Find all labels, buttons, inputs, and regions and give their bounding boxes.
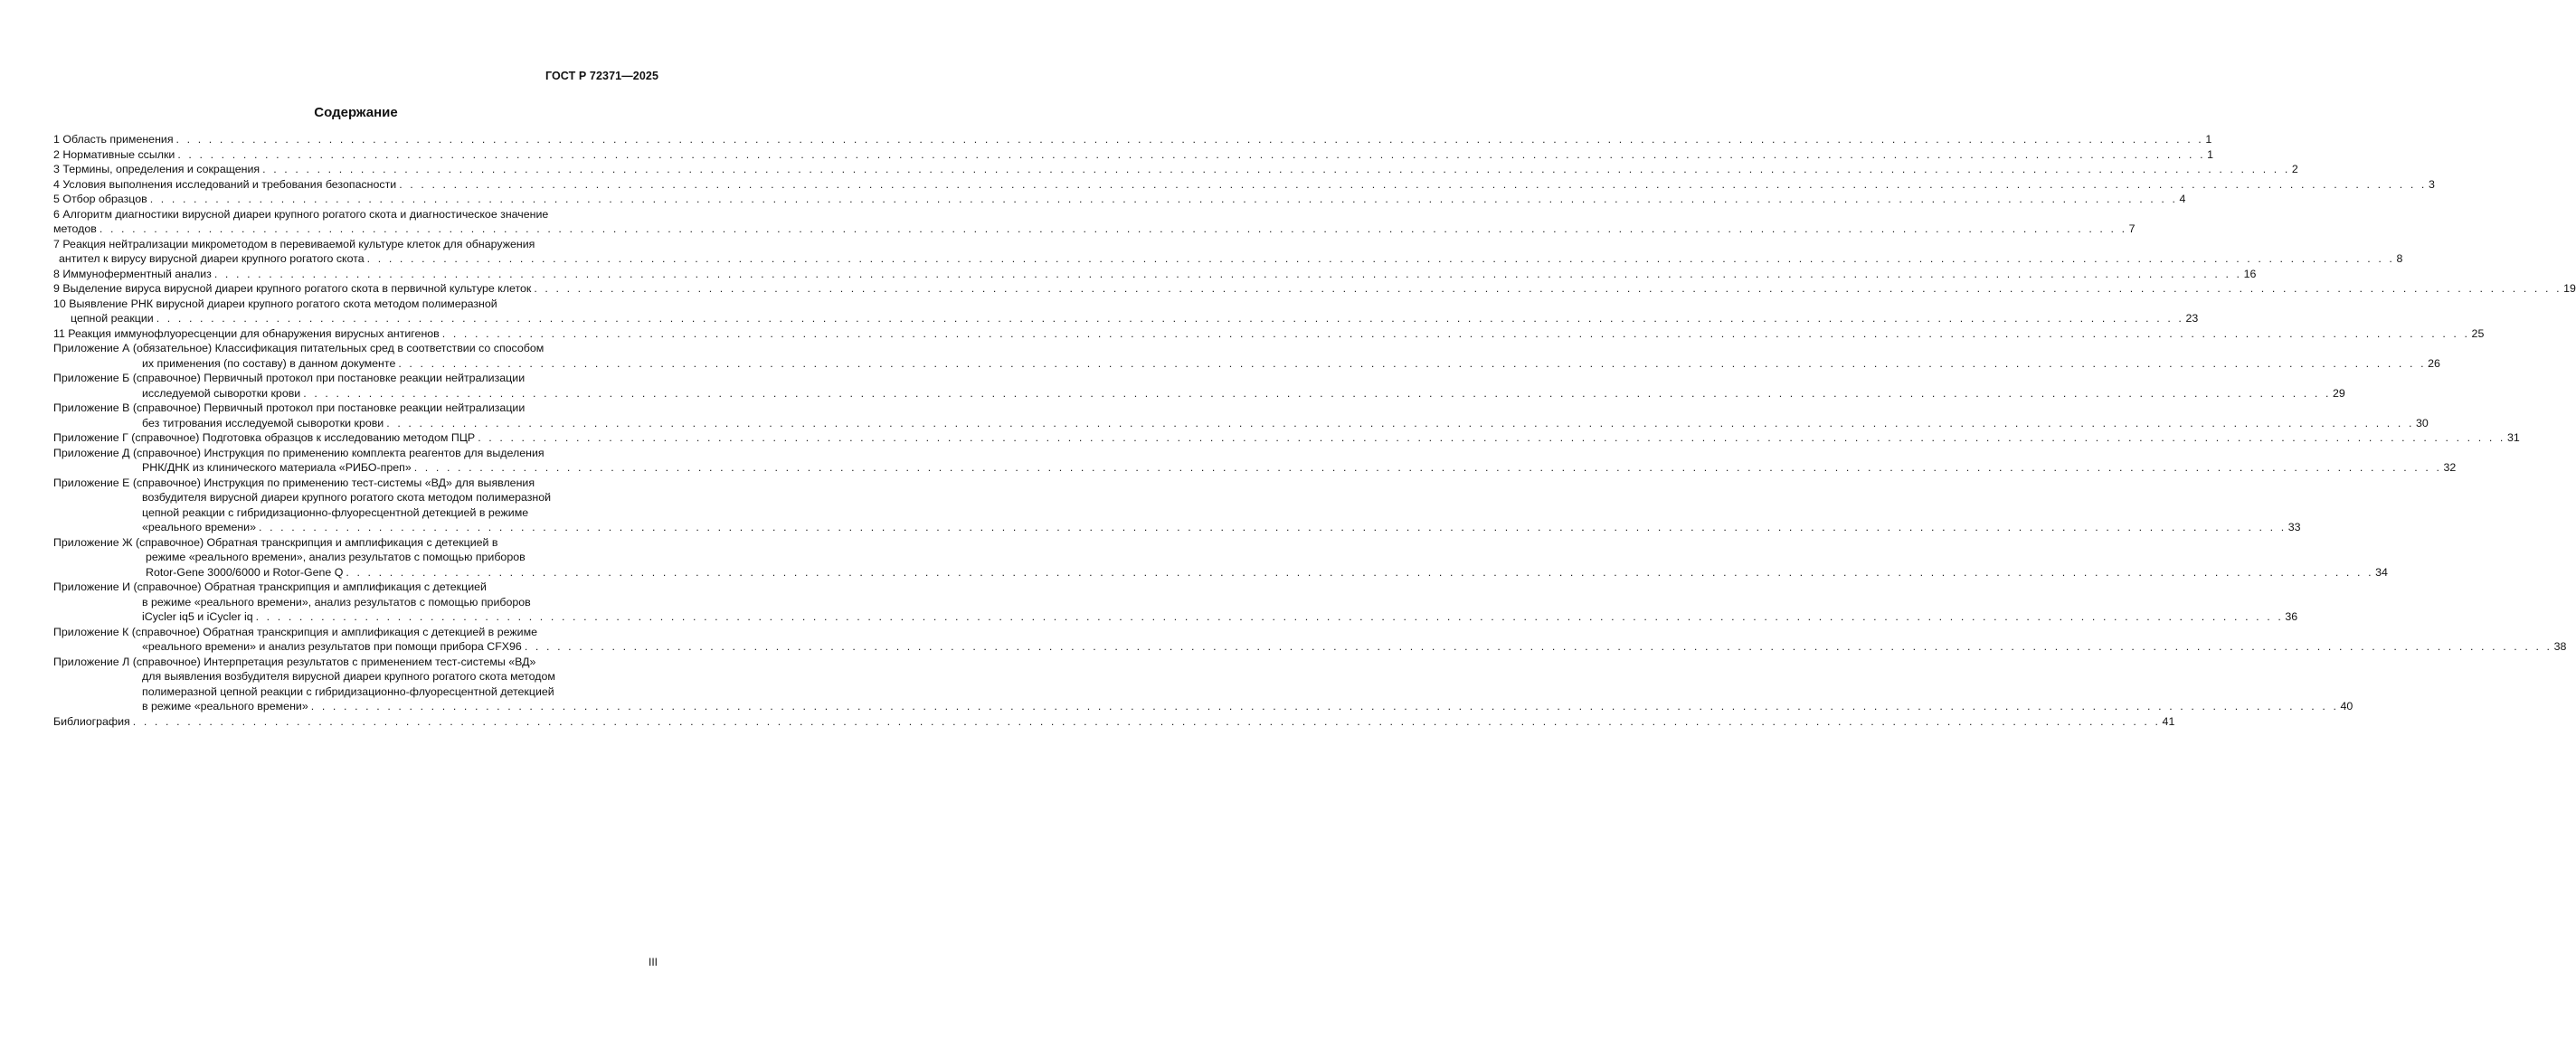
toc-entry[interactable]: [53, 162, 2298, 177]
toc-leader-dots: [534, 281, 2562, 297]
toc-page-number: 7: [2128, 222, 2136, 235]
toc-entry-text: Приложение И (справочное) Обратная транскрипция и амплификация с детекцией: [53, 580, 487, 593]
toc-entry[interactable]: [53, 401, 2429, 430]
toc-entry-line: [53, 356, 2440, 372]
toc-page-number: 25: [2471, 326, 2485, 340]
toc-entry[interactable]: [53, 297, 2199, 326]
toc-page-number: 40: [2340, 700, 2353, 713]
toc-entry-line: [53, 446, 658, 461]
toc-entry-line: [53, 281, 2576, 297]
toc-page-number: 26: [2428, 356, 2440, 370]
toc-entry-line: [53, 460, 2457, 476]
toc-entry-text: 1 Область применения: [53, 133, 174, 146]
toc-entry-text: их применения (по составу) в данном документе: [142, 356, 396, 370]
toc-entry-line: [53, 416, 2429, 431]
toc-entry-text: 2 Нормативные ссылки: [53, 147, 175, 161]
toc-page-number: 3: [2428, 177, 2435, 191]
toc-leader-dots: [156, 311, 2184, 326]
toc-leader-dots: [262, 162, 2290, 177]
toc-entry-text: «реального времени» и анализ результатов при помощи прибора CFX96: [142, 640, 522, 653]
toc-leader-dots: [259, 520, 2287, 535]
toc-entry-line: [53, 714, 2175, 730]
toc-entry-text: возбудителя вирусной диареи крупного рогатого скота методом полимеразной: [142, 491, 552, 504]
toc-entry-line: [53, 267, 2257, 282]
toc-leader-dots: [99, 222, 2127, 237]
toc-page-number: 23: [2185, 312, 2199, 325]
toc-entry[interactable]: [53, 326, 2485, 342]
standard-designation: ГОСТ Р 72371—2025: [545, 70, 658, 82]
toc-entry-text: Приложение А (обязательное) Классификация питательных сред в соответствии со способом: [53, 342, 545, 354]
toc-entry-line: [53, 476, 658, 491]
toc-page-number: 34: [2375, 565, 2388, 579]
toc-page-number: 33: [2287, 521, 2301, 533]
toc-entry-line: [53, 132, 2212, 147]
toc-entry[interactable]: [53, 207, 2136, 237]
toc-entry-text: 10 Выявление РНК вирусной диареи крупного рогатого скота методом полимеразной: [53, 297, 497, 310]
toc-entry-line: [53, 401, 658, 416]
toc-leader-dots: [525, 639, 2552, 655]
toc-page-number: 29: [2333, 386, 2345, 400]
toc-entry-text: Приложение Е (справочное) Инструкция по применению тест-системы «ВД» для выявления: [53, 476, 535, 489]
toc-entry-line: [53, 505, 658, 521]
toc-page-number: 19: [2563, 282, 2576, 295]
toc-entry-text: антител к вирусу вирусной диареи крупного рогатого скота: [59, 252, 365, 265]
toc-entry-text: Приложение К (справочное) Обратная транскрипция и амплификация с детекцией в режиме: [53, 625, 537, 638]
toc-entry-text: 4 Условия выполнения исследований и требования безопасности: [53, 177, 397, 191]
toc-entry-line: [53, 625, 658, 640]
toc-entry-line: [53, 609, 2298, 625]
toc-page-number: 32: [2443, 461, 2457, 474]
toc-entry-line: [53, 520, 2301, 535]
toc-entry-line: [53, 251, 2403, 267]
toc-entry[interactable]: [53, 714, 2175, 730]
toc-leader-dots: [414, 460, 2442, 476]
toc-entry[interactable]: [53, 580, 2298, 625]
toc-entry[interactable]: [53, 281, 2576, 297]
toc-entry-text: «реального времени»: [142, 521, 256, 533]
toc-entry-text: 7 Реакция нейтрализации микрометодом в перевиваемой культуре клеток для обнаружения: [53, 237, 535, 250]
toc-entry[interactable]: [53, 371, 2345, 401]
toc-entry-text: РНК/ДНК из клинического материала «РИБО-преп»: [142, 461, 412, 474]
toc-entry-text: для выявления возбудителя вирусной диареи крупного рогатого скота методом: [142, 670, 555, 683]
toc-entry[interactable]: [53, 177, 2435, 193]
toc-entry-line: [53, 655, 658, 670]
toc-entry-text: 3 Термины, определения и сокращения: [53, 163, 260, 175]
toc-entry-text: Приложение Ж (справочное) Обратная транскрипция и амплификация с детекцией в: [53, 535, 498, 549]
toc-entry[interactable]: [53, 655, 2353, 714]
toc-page-number: 41: [2162, 714, 2175, 728]
toc-entry-text: 8 Иммуноферментный анализ: [53, 267, 212, 280]
toc-entry-text: в режиме «реального времени», анализ результатов с помощью приборов: [142, 595, 531, 609]
toc-entry-text: 11 Реакция иммунофлуоресценции для обнаружения вирусных антигенов: [53, 326, 440, 340]
toc-entry-text: Приложение Д (справочное) Инструкция по применению комплекта реагентов для выделения: [53, 446, 545, 459]
toc-entry-text: 6 Алгоритм диагностики вирусной диареи крупного рогатого скота и диагностическое значение: [53, 207, 549, 221]
toc-leader-dots: [256, 609, 2284, 625]
toc-entry-line: [53, 684, 658, 700]
toc-page-number: 4: [2179, 193, 2186, 205]
toc-entry-line: [53, 535, 658, 551]
toc-entry-line: [53, 177, 2435, 193]
toc-entry-line: [53, 386, 2345, 401]
toc-entry[interactable]: [53, 535, 2388, 580]
toc-entry-line: [53, 669, 658, 684]
toc-entry[interactable]: [53, 132, 2212, 147]
toc-entry[interactable]: [53, 430, 2520, 446]
toc-entry-text: Приложение Б (справочное) Первичный протокол при постановке реакции нейтрализации: [53, 372, 526, 384]
toc-entry-text: iCycler iq5 и iCycler iq: [142, 610, 253, 623]
toc-entry-text: методов: [53, 222, 97, 235]
toc-page-number: 36: [2285, 610, 2298, 623]
toc-entry-text: полимеразной цепной реакции с гибридизационно-флуоресцентной детекцией: [142, 684, 554, 698]
toc-entry-line: [53, 237, 658, 252]
toc-leader-dots: [478, 430, 2505, 446]
toc-entry-text: Приложение Г (справочное) Подготовка образцов к исследованию методом ПЦР: [53, 431, 476, 444]
toc-leader-dots: [346, 565, 2373, 580]
toc-leader-dots: [367, 251, 2395, 267]
toc-entry-line: [53, 147, 2214, 163]
toc-page-number: 8: [2396, 252, 2403, 265]
toc-entry-text: Rotor-Gene 3000/6000 и Rotor-Gene Q: [146, 565, 344, 579]
toc-entry[interactable]: [53, 446, 2457, 476]
toc-leader-dots: [214, 267, 2242, 282]
toc-page-number: 38: [2553, 640, 2567, 653]
toc-entry-line: [53, 371, 658, 386]
toc-entry-text: 9 Выделение вируса вирусной диареи крупного рогатого скота в первичной культуре клеток: [53, 282, 532, 295]
toc-entry-text: цепной реакции: [71, 312, 154, 325]
toc-entry[interactable]: [53, 237, 2403, 267]
page-title: Содержание: [314, 105, 398, 120]
toc-entry[interactable]: [53, 147, 2214, 163]
toc-leader-dots: [311, 699, 2339, 714]
toc-leader-dots: [386, 416, 2414, 431]
toc-entry[interactable]: [53, 625, 2567, 655]
toc-entry-text: Библиография: [53, 714, 130, 728]
toc-leader-dots: [133, 714, 2161, 730]
toc-entry-line: [53, 430, 2520, 446]
toc-entry-text: цепной реакции с гибридизационно-флуоресцентной детекцией в режиме: [142, 505, 529, 519]
toc-entry-text: в режиме «реального времени»: [142, 700, 308, 713]
toc-entry-line: [53, 341, 658, 356]
toc-entry-text: режиме «реального времени», анализ результатов с помощью приборов: [146, 551, 526, 563]
toc-entry-line: [53, 699, 2353, 714]
toc-leader-dots: [398, 356, 2426, 372]
toc-leader-dots: [442, 326, 2470, 342]
toc-leader-dots: [399, 177, 2427, 193]
page-number: III: [648, 956, 658, 968]
toc-entry-line: [53, 595, 658, 610]
toc-entry-text: Приложение Л (справочное) Интерпретация результатов с применением тест-системы «ВД»: [53, 655, 536, 668]
toc-entry-text: исследуемой сыворотки крови: [142, 386, 301, 400]
toc-entry-line: [53, 580, 658, 595]
toc-leader-dots: [177, 147, 2205, 163]
toc-leader-dots: [150, 192, 2178, 207]
toc-entry-line: [53, 222, 2136, 237]
toc-entry-line: [53, 550, 658, 565]
toc-entry-line: [53, 207, 658, 222]
toc-entry-text: Приложение В (справочное) Первичный протокол при постановке реакции нейтрализации: [53, 401, 526, 414]
toc-entry-line: [53, 297, 658, 312]
toc-entry[interactable]: [53, 267, 2257, 282]
toc-page-number: 16: [2243, 267, 2257, 280]
toc-page-number: 31: [2506, 431, 2520, 444]
toc-page-number: 1: [2205, 133, 2212, 146]
toc-page-number: 30: [2416, 416, 2429, 429]
toc-entry-line: [53, 192, 2186, 207]
toc-leader-dots: [303, 386, 2331, 401]
toc-entry[interactable]: [53, 341, 2440, 371]
toc-entry-text: без титрования исследуемой сыворотки крови: [142, 416, 384, 429]
toc-entry[interactable]: [53, 476, 2301, 535]
toc-entry[interactable]: [53, 192, 2186, 207]
toc-leader-dots: [176, 132, 2204, 147]
toc-entry-line: [53, 326, 2485, 342]
table-of-contents: [53, 132, 2576, 729]
toc-entry-line: [53, 639, 2567, 655]
toc-entry-line: [53, 311, 2199, 326]
toc-entry-text: 5 Отбор образцов: [53, 193, 147, 205]
toc-entry-line: [53, 490, 658, 505]
toc-page-number: 1: [2207, 147, 2214, 161]
toc-page-number: 2: [2291, 163, 2298, 175]
toc-entry-line: [53, 162, 2298, 177]
toc-entry-line: [53, 565, 2388, 580]
